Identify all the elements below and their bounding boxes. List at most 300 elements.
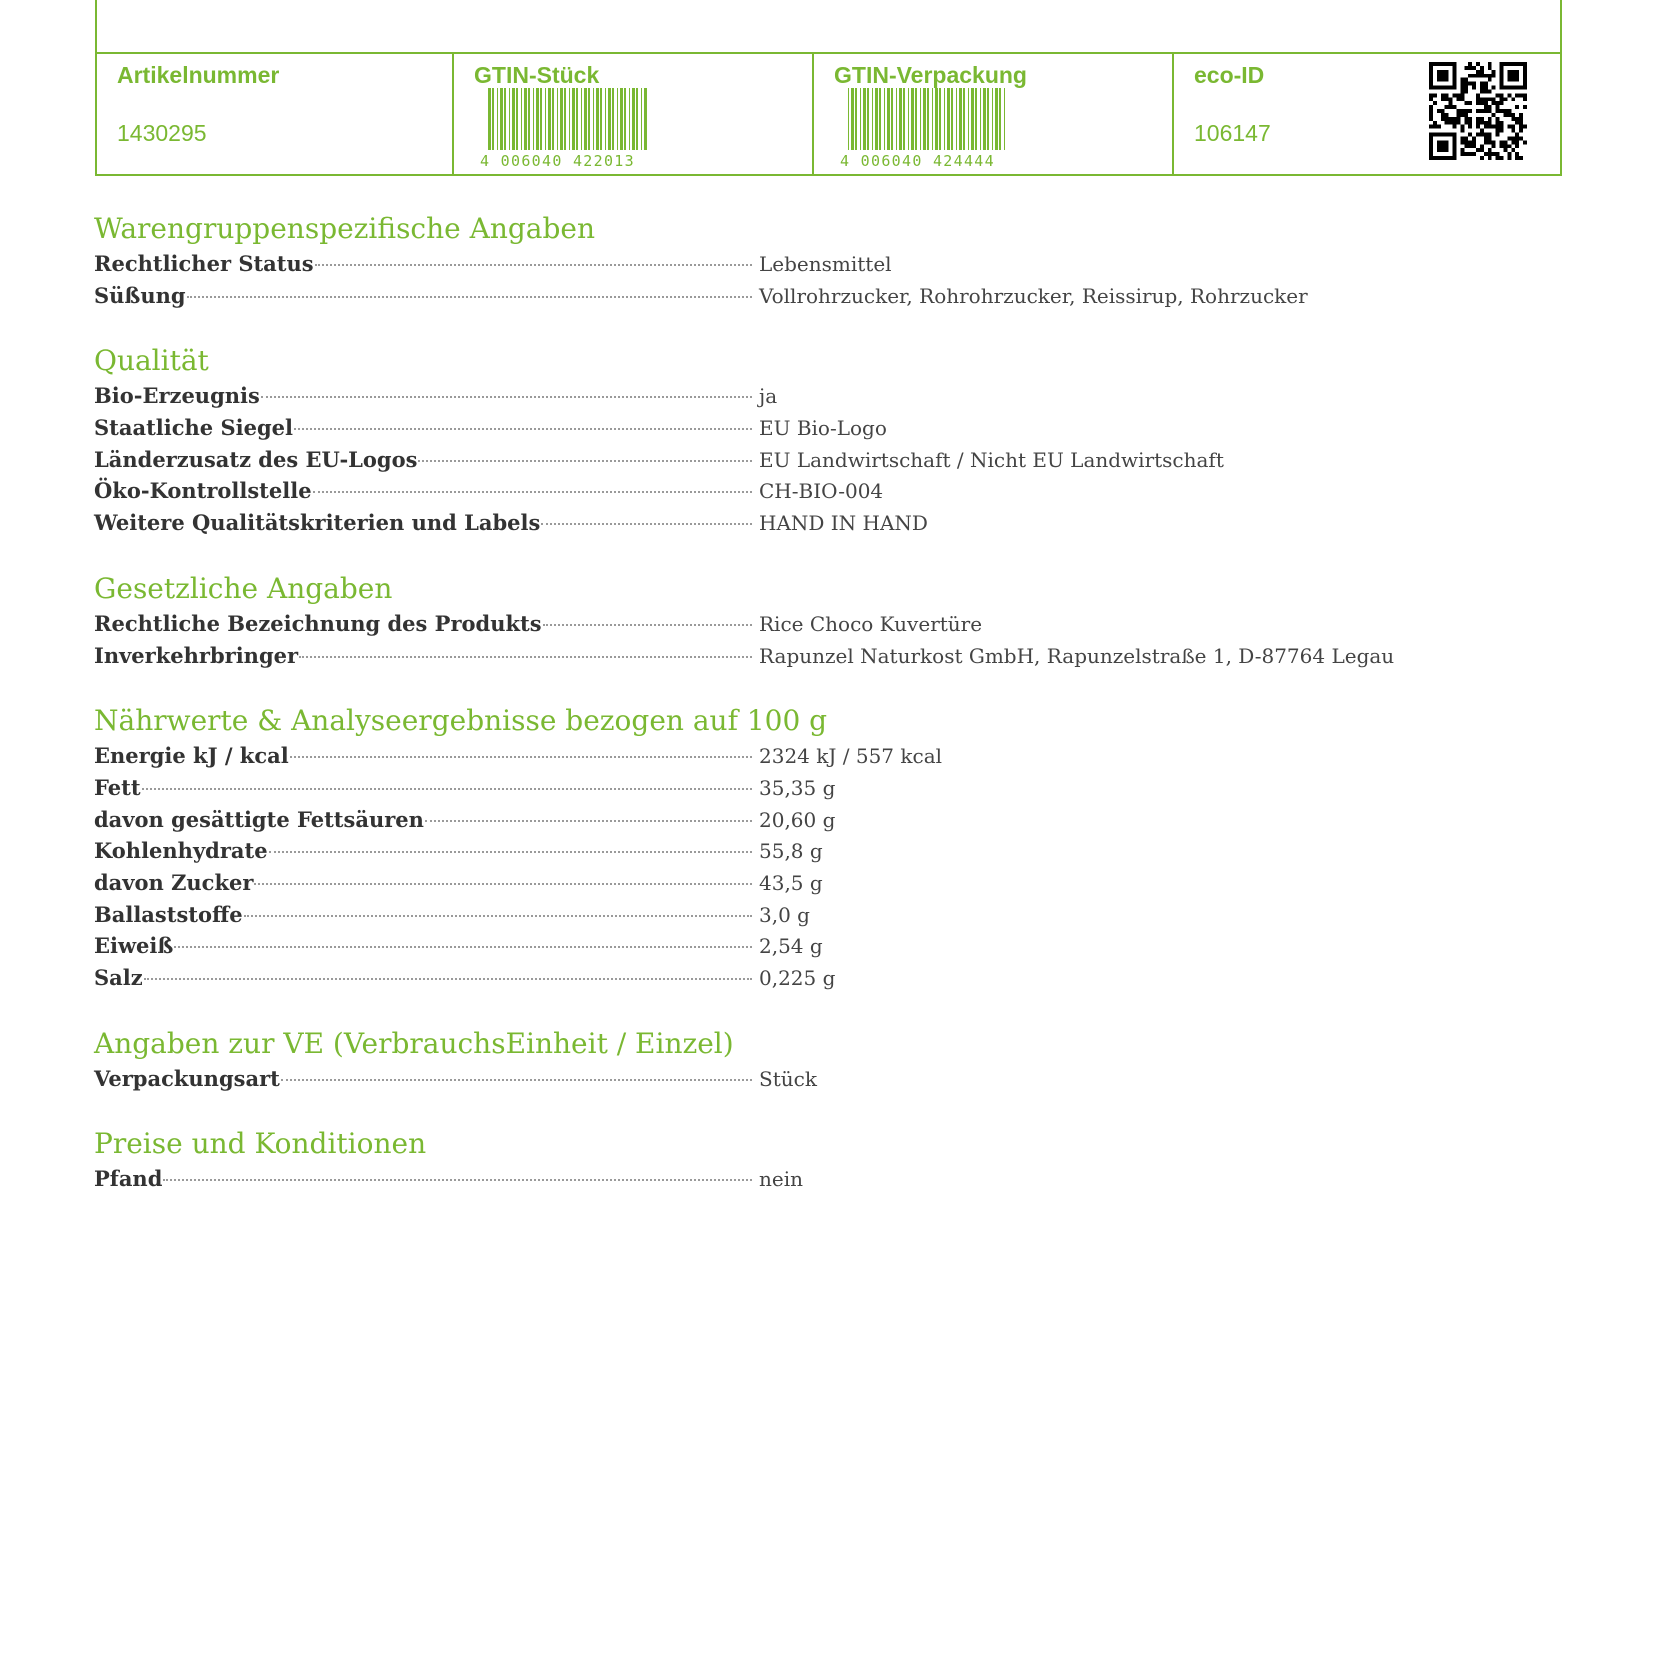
- qr-module: [1453, 105, 1457, 109]
- gtin-package-digits: 4 006040 424444: [840, 152, 995, 168]
- qr-module: [1472, 66, 1476, 70]
- qr-module: [1476, 121, 1480, 125]
- dot-leader: [315, 264, 752, 266]
- dot-leader: [299, 656, 752, 658]
- spec-label: Energie kJ / kcal: [94, 743, 289, 769]
- qr-module: [1476, 133, 1480, 137]
- barcode-bar: [572, 88, 575, 150]
- qr-module: [1468, 74, 1472, 78]
- qr-module: [1480, 89, 1484, 93]
- barcode-bar: [545, 88, 546, 150]
- qr-module: [1453, 117, 1457, 121]
- qr-module: [1496, 129, 1500, 133]
- spec-section: [94, 1025, 1554, 1095]
- qr-module: [1488, 136, 1492, 140]
- qr-module: [1500, 129, 1504, 133]
- barcode-bar: [899, 88, 902, 150]
- qr-module: [1484, 97, 1488, 101]
- qr-module: [1511, 97, 1515, 101]
- barcode-bar: [629, 88, 630, 150]
- barcode-bar: [855, 88, 857, 150]
- product-id-box: [95, 0, 1562, 176]
- qr-module: [1472, 74, 1476, 78]
- qr-module: [1460, 140, 1464, 144]
- dot-leader: [418, 460, 752, 462]
- spec-label: Salz: [94, 965, 143, 990]
- qr-module: [1496, 93, 1500, 97]
- qr-module: [1476, 70, 1480, 74]
- spec-label: Rechtlicher Status: [94, 251, 314, 276]
- barcode-bar: [923, 88, 926, 150]
- qr-module: [1492, 74, 1496, 78]
- qr-module: [1488, 78, 1492, 82]
- qr-module: [1488, 125, 1492, 129]
- barcode-bar: [516, 88, 518, 150]
- eco-id-cell: [1172, 54, 1560, 174]
- spec-label: Weitere Qualitätskriterien und Labels: [94, 510, 541, 536]
- barcode-bar: [636, 88, 638, 150]
- barcode-bar: [927, 88, 929, 150]
- qr-module: [1507, 113, 1511, 117]
- barcode-bar: [593, 88, 594, 150]
- qr-module: [1500, 109, 1504, 113]
- qr-module: [1484, 105, 1488, 109]
- qr-module: [1500, 125, 1504, 129]
- qr-module: [1429, 117, 1433, 121]
- article-number-value: 1430295: [117, 120, 207, 146]
- qr-module: [1460, 82, 1464, 86]
- qr-module: [1468, 62, 1472, 66]
- gtin-piece-cell: [452, 54, 814, 174]
- qr-module: [1488, 105, 1492, 109]
- barcode-bar: [548, 88, 551, 150]
- spec-row-label-area: [94, 1163, 756, 1195]
- barcode-bar: [915, 88, 917, 150]
- qr-module: [1441, 117, 1445, 121]
- product-id-row: [97, 52, 1560, 174]
- barcode-bar: [851, 88, 854, 150]
- spec-row-label-area: [94, 608, 756, 640]
- qr-module: [1488, 117, 1492, 121]
- spec-row-label-area: [94, 280, 756, 312]
- spec-row: [94, 412, 1554, 444]
- spec-row-label-area: [94, 835, 756, 867]
- dot-leader: [144, 978, 752, 980]
- qr-module: [1441, 93, 1445, 97]
- qr-module: [1468, 117, 1472, 121]
- spec-label: Süßung: [94, 282, 186, 308]
- barcode-bar: [992, 88, 993, 150]
- qr-module: [1480, 148, 1484, 152]
- barcode-bar: [569, 88, 570, 150]
- spec-row-label-area: [94, 962, 756, 994]
- qr-module: [1507, 156, 1511, 160]
- qr-module: [1515, 93, 1519, 97]
- barcode-bar: [644, 88, 647, 150]
- article-number-cell: [97, 54, 452, 174]
- dot-leader: [290, 756, 752, 758]
- spec-row-label-area: [94, 380, 756, 412]
- dot-leader: [281, 1079, 752, 1081]
- spec-row-label-area: [94, 740, 756, 772]
- spec-row-label-area: [94, 444, 756, 476]
- qr-module: [1484, 125, 1488, 129]
- spec-value: 3,0 g: [759, 902, 810, 927]
- qr-module: [1480, 129, 1484, 133]
- qr-module: [1476, 125, 1480, 129]
- barcode-bar: [947, 88, 950, 150]
- spec-label: Ballaststoffe: [94, 901, 243, 927]
- qr-module: [1484, 101, 1488, 105]
- section-title: Nährwerte & Analyseergebnisse bezogen auf 100 g: [94, 704, 828, 738]
- qr-module: [1468, 82, 1472, 86]
- barcode-bar: [956, 88, 957, 150]
- qr-module: [1507, 144, 1511, 148]
- qr-module: [1484, 89, 1488, 93]
- qr-module: [1496, 101, 1500, 105]
- spec-row-label-area: [94, 1063, 756, 1095]
- barcode-bar: [624, 88, 626, 150]
- barcode-bar: [944, 88, 945, 150]
- spec-value: 35,35 g: [759, 775, 836, 800]
- barcode-bar: [875, 88, 878, 150]
- dot-leader: [174, 946, 752, 948]
- qr-module: [1472, 140, 1476, 144]
- qr-module: [1500, 121, 1504, 125]
- barcode-bar: [891, 88, 893, 150]
- barcode-bar: [588, 88, 590, 150]
- qr-module: [1519, 129, 1523, 133]
- barcode-bar: [504, 88, 506, 150]
- qr-module: [1480, 101, 1484, 105]
- qr-module: [1464, 136, 1468, 140]
- barcode-bar: [884, 88, 885, 150]
- spec-row-label-area: [94, 867, 756, 899]
- qr-module: [1433, 93, 1437, 97]
- qr-module: [1484, 74, 1488, 78]
- barcode-bar: [617, 88, 618, 150]
- qr-module: [1488, 133, 1492, 137]
- barcode-bar: [968, 88, 969, 150]
- spec-value: EU Bio-Logo: [759, 416, 887, 441]
- gtin-piece-digits: 4 006040 422013: [480, 152, 635, 168]
- qr-module: [1519, 125, 1523, 129]
- barcode-bar: [612, 88, 614, 150]
- spec-value: 2324 kJ / 557 kcal: [759, 744, 943, 769]
- qr-module: [1476, 74, 1480, 78]
- qr-module: [1488, 156, 1492, 160]
- qr-module: [1429, 97, 1433, 101]
- qr-module: [1464, 140, 1468, 144]
- spec-value: nein: [759, 1167, 803, 1192]
- barcode-bar: [581, 88, 582, 150]
- qr-module: [1484, 136, 1488, 140]
- dot-leader: [269, 851, 752, 853]
- barcode-bar: [987, 88, 989, 150]
- qr-module: [1503, 140, 1507, 144]
- qr-module: [1492, 152, 1496, 156]
- qr-module: [1445, 113, 1449, 117]
- qr-module: [1429, 113, 1433, 117]
- qr-module: [1476, 148, 1480, 152]
- spec-row: [94, 1063, 1554, 1095]
- qr-module: [1488, 89, 1492, 93]
- qr-module: [1445, 117, 1449, 121]
- qr-module: [1523, 125, 1527, 129]
- qr-module: [1515, 156, 1519, 160]
- qr-module: [1523, 97, 1527, 101]
- eco-id-value: 106147: [1194, 120, 1271, 146]
- barcode-bar: [600, 88, 602, 150]
- qr-module: [1488, 97, 1492, 101]
- qr-module: [1492, 86, 1496, 90]
- qr-module: [1480, 133, 1484, 137]
- spec-row: [94, 608, 1554, 640]
- qr-module: [1515, 140, 1519, 144]
- qr-module: [1468, 109, 1472, 113]
- spec-label: davon Zucker: [94, 869, 254, 895]
- qr-module: [1488, 74, 1492, 78]
- qr-finder: [1437, 140, 1449, 152]
- dot-leader: [261, 396, 752, 398]
- qr-module: [1464, 86, 1468, 90]
- dot-leader: [543, 624, 752, 626]
- qr-module: [1492, 125, 1496, 129]
- qr-module: [1492, 113, 1496, 117]
- qr-module: [1468, 121, 1472, 125]
- qr-module: [1511, 136, 1515, 140]
- qr-module: [1484, 86, 1488, 90]
- qr-module: [1515, 144, 1519, 148]
- barcode-bar: [975, 88, 977, 150]
- qr-module: [1433, 125, 1437, 129]
- spec-label: Pfand: [94, 1166, 163, 1192]
- qr-module: [1472, 144, 1476, 148]
- qr-module: [1507, 93, 1511, 97]
- qr-module: [1476, 97, 1480, 101]
- section-title: Qualität: [94, 344, 209, 378]
- spec-value: 43,5 g: [759, 870, 823, 895]
- qr-module: [1519, 117, 1523, 121]
- qr-module: [1468, 66, 1472, 70]
- qr-module: [1445, 105, 1449, 109]
- qr-module: [1500, 156, 1504, 160]
- qr-module: [1476, 109, 1480, 113]
- spec-row: [94, 804, 1554, 836]
- qr-finder: [1437, 70, 1449, 82]
- qr-module: [1492, 97, 1496, 101]
- spec-section: [94, 570, 1554, 671]
- spec-row: [94, 640, 1554, 672]
- qr-module: [1480, 66, 1484, 70]
- spec-label: Länderzusatz des EU-Logos: [94, 446, 418, 472]
- qr-module: [1507, 136, 1511, 140]
- barcode-bar: [497, 88, 498, 150]
- qr-module: [1492, 144, 1496, 148]
- spec-section: [94, 210, 1554, 311]
- qr-module: [1460, 109, 1464, 113]
- barcode-bar: [1004, 88, 1005, 150]
- spec-row-label-area: [94, 507, 756, 539]
- barcode-bar: [605, 88, 606, 150]
- qr-module: [1480, 70, 1484, 74]
- qr-module: [1507, 109, 1511, 113]
- qr-module: [1453, 121, 1457, 125]
- barcode-bar: [939, 88, 941, 150]
- qr-module: [1449, 101, 1453, 105]
- qr-module: [1456, 117, 1460, 121]
- qr-module: [1500, 140, 1504, 144]
- qr-module: [1460, 93, 1464, 97]
- qr-module: [1515, 117, 1519, 121]
- qr-module: [1519, 113, 1523, 117]
- barcode-bar: [951, 88, 953, 150]
- spec-label: Öko-Kontrollstelle: [94, 478, 312, 504]
- qr-module: [1460, 148, 1464, 152]
- spec-row-label-area: [94, 899, 756, 931]
- gtin-piece-barcode-icon: [478, 88, 654, 168]
- barcode-bar: [879, 88, 881, 150]
- spec-content: [94, 210, 1554, 1226]
- qr-module: [1503, 97, 1507, 101]
- qr-module: [1519, 136, 1523, 140]
- dot-leader: [163, 1179, 752, 1181]
- qr-module: [1507, 125, 1511, 129]
- qr-module: [1480, 156, 1484, 160]
- qr-module: [1464, 144, 1468, 148]
- qr-module: [1456, 121, 1460, 125]
- qr-module: [1503, 148, 1507, 152]
- barcode-bar: [887, 88, 890, 150]
- section-title: Angaben zur VE (VerbrauchsEinheit / Einzel): [94, 1026, 734, 1060]
- qr-module: [1437, 125, 1441, 129]
- qr-module: [1503, 113, 1507, 117]
- qr-module: [1480, 74, 1484, 78]
- qr-module: [1460, 129, 1464, 133]
- dot-leader: [254, 883, 752, 885]
- qr-module: [1503, 144, 1507, 148]
- qr-module: [1496, 152, 1500, 156]
- article-number-label: Artikelnummer: [117, 62, 280, 88]
- barcode-bars: [848, 88, 1005, 150]
- qr-module: [1468, 144, 1472, 148]
- qr-module: [1484, 140, 1488, 144]
- qr-module: [1449, 105, 1453, 109]
- gtin-piece-label: GTIN-Stück: [474, 62, 600, 88]
- barcode-bar: [632, 88, 635, 150]
- qr-module: [1476, 101, 1480, 105]
- qr-module: [1460, 89, 1464, 93]
- qr-module: [1500, 93, 1504, 97]
- spec-label: Rechtliche Bezeichnung des Produkts: [94, 610, 542, 636]
- qr-module: [1511, 117, 1515, 121]
- barcode-bar: [564, 88, 566, 150]
- spec-row-label-area: [94, 930, 756, 962]
- barcode-bar: [576, 88, 578, 150]
- qr-module: [1441, 97, 1445, 101]
- qr-module: [1488, 148, 1492, 152]
- qr-module: [1515, 152, 1519, 156]
- section-title: Warengruppenspezifische Angaben: [94, 212, 596, 245]
- qr-module: [1480, 121, 1484, 125]
- qr-module: [1456, 113, 1460, 117]
- qr-module: [1480, 82, 1484, 86]
- spec-row: [94, 444, 1554, 476]
- qr-module: [1464, 89, 1468, 93]
- qr-module: [1445, 121, 1449, 125]
- spec-label: Eiweiß: [94, 933, 174, 959]
- spec-row: [94, 380, 1554, 412]
- spec-label: Bio-Erzeugnis: [94, 383, 260, 409]
- qr-module: [1496, 105, 1500, 109]
- spec-section: [94, 702, 1554, 994]
- spec-row: [94, 475, 1554, 507]
- qr-module: [1496, 125, 1500, 129]
- qr-module: [1460, 78, 1464, 82]
- qr-module: [1441, 109, 1445, 113]
- spec-value: Lebensmittel: [759, 252, 892, 276]
- qr-module: [1464, 152, 1468, 156]
- spec-row-label-area: [94, 640, 756, 672]
- barcode-bar: [540, 88, 542, 150]
- gtin-package-cell: [812, 54, 1174, 174]
- qr-module: [1496, 117, 1500, 121]
- qr-module: [1464, 66, 1468, 70]
- qr-module: [1511, 125, 1515, 129]
- spec-value: HAND IN HAND: [759, 511, 928, 536]
- qr-module: [1515, 105, 1519, 109]
- section-title: Gesetzliche Angaben: [94, 571, 393, 605]
- qr-module: [1460, 152, 1464, 156]
- qr-module: [1480, 117, 1484, 121]
- section-title: Preise und Konditionen: [94, 1127, 427, 1161]
- qr-module: [1484, 152, 1488, 156]
- barcode-bar: [995, 88, 998, 150]
- qr-module: [1515, 136, 1519, 140]
- qr-module: [1449, 97, 1453, 101]
- qr-module: [1496, 109, 1500, 113]
- barcode-bar: [903, 88, 905, 150]
- qr-module: [1468, 140, 1472, 144]
- dot-leader: [541, 523, 752, 525]
- qr-module: [1496, 121, 1500, 125]
- spec-row: [94, 507, 1554, 539]
- qr-module: [1476, 93, 1480, 97]
- qr-module: [1488, 109, 1492, 113]
- spec-value: 55,8 g: [759, 839, 823, 864]
- qr-module: [1484, 133, 1488, 137]
- qr-module: [1480, 97, 1484, 101]
- qr-module: [1464, 121, 1468, 125]
- qr-module: [1480, 109, 1484, 113]
- barcode-bar: [620, 88, 623, 150]
- qr-module: [1519, 121, 1523, 125]
- qr-module: [1468, 133, 1472, 137]
- qr-module: [1460, 113, 1464, 117]
- qr-module: [1468, 125, 1472, 129]
- barcode-bar: [911, 88, 914, 150]
- spec-row: [94, 930, 1554, 962]
- barcode-bar: [980, 88, 981, 150]
- barcode-bar: [596, 88, 599, 150]
- qr-code-icon: [1429, 62, 1527, 160]
- qr-module: [1429, 125, 1433, 129]
- gtin-package-barcode-icon: [838, 88, 1014, 168]
- barcode-bar: [848, 88, 849, 150]
- spec-value: Stück: [759, 1066, 817, 1091]
- dot-leader: [244, 915, 752, 917]
- qr-module: [1433, 121, 1437, 125]
